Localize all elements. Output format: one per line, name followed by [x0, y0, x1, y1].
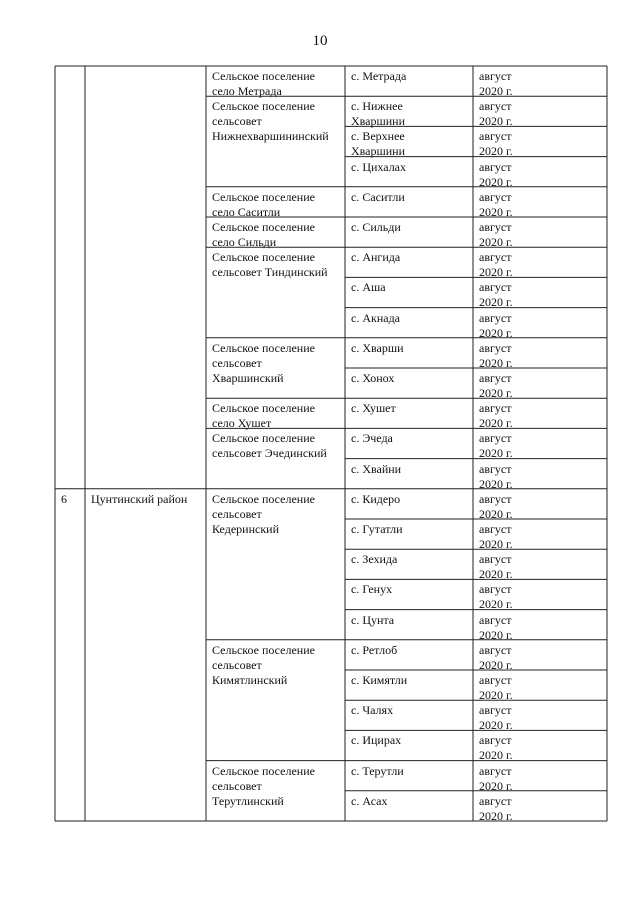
date-cell: август 2020 г.	[479, 159, 513, 189]
village-cell: с. Саситли	[351, 189, 405, 204]
page-number: 10	[312, 33, 328, 49]
date-cell: август 2020 г.	[479, 733, 513, 763]
village-cell: с. Ангида	[351, 250, 401, 265]
date-cell: август 2020 г.	[479, 371, 513, 400]
date-cell: август 2020 г.	[479, 310, 513, 340]
village-cell: с. Сильди	[351, 220, 401, 234]
village-cell: с. Ицирах	[351, 733, 402, 748]
date-cell: август 2020 г.	[479, 401, 513, 431]
settlement-cell: Сельское поселение сельсовет Тиндинский	[212, 250, 328, 280]
date-cell: август 2020 г.	[479, 220, 513, 249]
village-cell: с. Кимятли	[351, 673, 408, 687]
village-cell: с. Чалях	[351, 703, 394, 718]
date-cell: август 2020 г.	[479, 491, 513, 521]
date-cell: август 2020 г.	[479, 461, 513, 491]
date-cell: август 2020 г.	[479, 129, 513, 159]
date-cell: август 2020 г.	[479, 612, 513, 642]
village-cell: с. Хвайни	[351, 461, 402, 476]
settlement-cell: Сельское поселение сельсовет Нижнехваршининский	[212, 99, 329, 144]
village-cell: с. Акнада	[351, 310, 401, 325]
village-cell: с. Зехида	[351, 552, 398, 567]
date-cell: август 2020 г.	[479, 763, 513, 793]
settlement-cell: Сельское поселение село Метрада	[212, 69, 315, 98]
number-cell: 6	[61, 491, 67, 506]
settlement-cell: Сельское поселение сельсовет Кедеринский	[212, 491, 315, 536]
village-cell: с. Генух	[351, 582, 393, 597]
village-cell: с. Хушет	[351, 401, 396, 416]
village-cell: с. Цихалах	[351, 159, 407, 174]
village-cell: с. Терутли	[351, 763, 404, 778]
settlement-cell: Сельское поселение село Хушет	[212, 401, 315, 431]
settlement-cell: Сельское поселение сельсовет Эчединский	[212, 431, 327, 461]
district-cell: Цунтинский район	[91, 491, 188, 506]
date-cell: август 2020 г.	[479, 793, 513, 823]
date-cell: август 2020 г.	[479, 250, 513, 280]
date-cell: август 2020 г.	[479, 582, 513, 612]
date-cell: август 2020 г.	[479, 69, 513, 98]
village-cell: с. Аша	[351, 280, 386, 295]
village-cell: с. Асах	[351, 793, 388, 808]
settlement-cell: Сельское поселение сельсовет Кимятлинский	[212, 642, 315, 687]
village-cell: с. Цунта	[351, 612, 395, 627]
date-cell: август 2020 г.	[479, 99, 513, 129]
village-cell: с. Эчеда	[351, 431, 393, 446]
settlement-cell: Сельское поселение сельсовет Терутлинский	[212, 763, 315, 808]
village-cell: с. Гутатли	[351, 522, 403, 536]
date-cell: август 2020 г.	[479, 280, 513, 310]
village-cell: с. Ретлоб	[351, 642, 398, 657]
date-cell: август 2020 г.	[479, 189, 513, 219]
date-cell: август 2020 г.	[479, 673, 513, 702]
date-cell: август 2020 г.	[479, 340, 513, 370]
date-cell: август 2020 г.	[479, 703, 513, 733]
date-cell: август 2020 г.	[479, 522, 513, 551]
settlement-cell: Сельское поселение село Саситли	[212, 189, 315, 219]
village-cell: с. Нижнее Хваршини	[351, 99, 406, 129]
village-cell: с. Кидеро	[351, 491, 401, 506]
settlement-cell: Сельское поселение сельсовет Хваршинский	[212, 340, 315, 385]
settlement-cell: Сельское поселение село Сильди	[212, 220, 315, 249]
village-cell: с. Хонох	[351, 371, 395, 385]
date-cell: август 2020 г.	[479, 431, 513, 461]
village-cell: с. Верхнее Хваршини	[351, 129, 406, 159]
date-cell: август 2020 г.	[479, 642, 513, 672]
date-cell: август 2020 г.	[479, 552, 513, 582]
village-cell: с. Хварши	[351, 340, 404, 355]
village-cell: с. Метрада	[351, 69, 407, 83]
